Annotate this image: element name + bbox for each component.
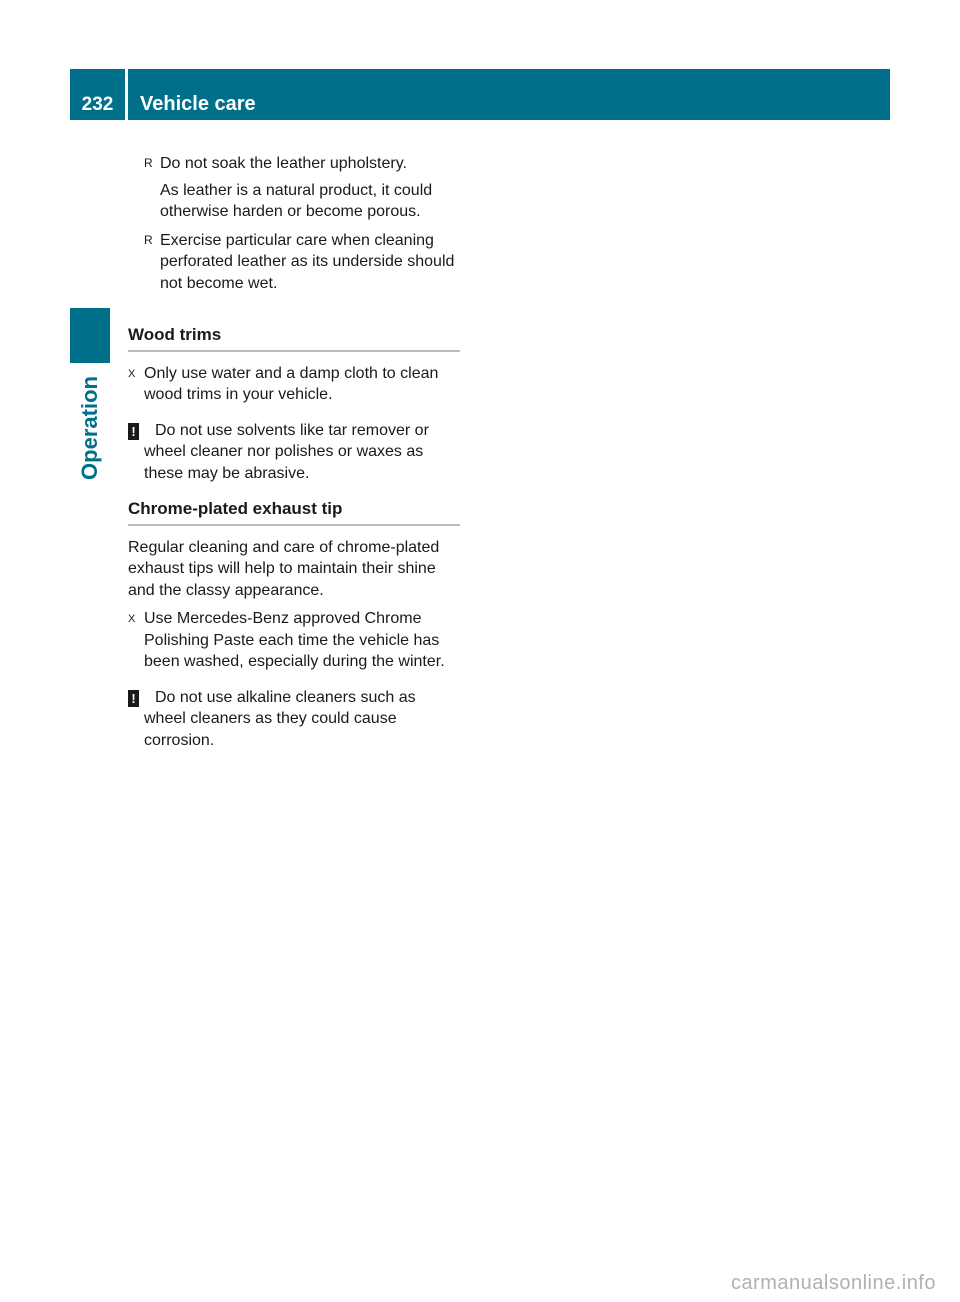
list-item-text: As leather is a natural product, it could otherwise harden or become porous. bbox=[160, 181, 433, 220]
watermark: carmanualsonline.info bbox=[730, 1272, 936, 1294]
action-step bbox=[128, 608, 460, 673]
paragraph: Regular cleaning and care of chrome-plated exhaust tips will help to maintain their shine and the classy appearance. bbox=[128, 538, 440, 599]
bullet-mark: R bbox=[144, 156, 153, 170]
action-step-text: Use Mercedes-Benz approved Chrome Polishing Paste each time the vehicle has been washed, especially during the winter. bbox=[144, 610, 445, 670]
warning-note-text: Do not use solvents like tar remover or wheel cleaner nor polishes or waxes as these may be abrasive. bbox=[144, 421, 429, 482]
list-item bbox=[128, 153, 460, 223]
section-label bbox=[70, 368, 110, 488]
list-item-text: Exercise particular care when cleaning perforated leather as its underside should not become wet. bbox=[160, 231, 455, 292]
main-content bbox=[128, 153, 460, 765]
action-arrow-icon: X bbox=[128, 367, 136, 380]
list-item bbox=[128, 230, 460, 295]
section-label-text: Operation bbox=[77, 376, 102, 480]
warning-note-text: Do not use alkaline cleaners such as wheel cleaners as they could cause corrosion. bbox=[144, 688, 416, 749]
warning-icon: ! bbox=[128, 690, 139, 707]
list-item-text: Do not soak the leather upholstery. bbox=[160, 155, 407, 172]
section-heading-wood-trims: Wood trims bbox=[128, 324, 460, 352]
action-step bbox=[128, 363, 460, 406]
page-title: Vehicle care bbox=[140, 93, 256, 115]
warning-note bbox=[128, 687, 460, 752]
action-arrow-icon: X bbox=[128, 613, 136, 625]
page-number: 232 bbox=[81, 93, 114, 115]
bullet-mark: R bbox=[144, 232, 153, 247]
warning-note bbox=[128, 420, 460, 485]
section-heading-chrome-exhaust: Chrome-plated exhaust tip bbox=[128, 498, 460, 526]
section-tab-marker bbox=[70, 308, 110, 363]
action-step-text: Only use water and a damp cloth to clean wood trims in your vehicle. bbox=[144, 364, 439, 403]
warning-icon: ! bbox=[128, 423, 139, 440]
header-divider bbox=[125, 69, 128, 120]
